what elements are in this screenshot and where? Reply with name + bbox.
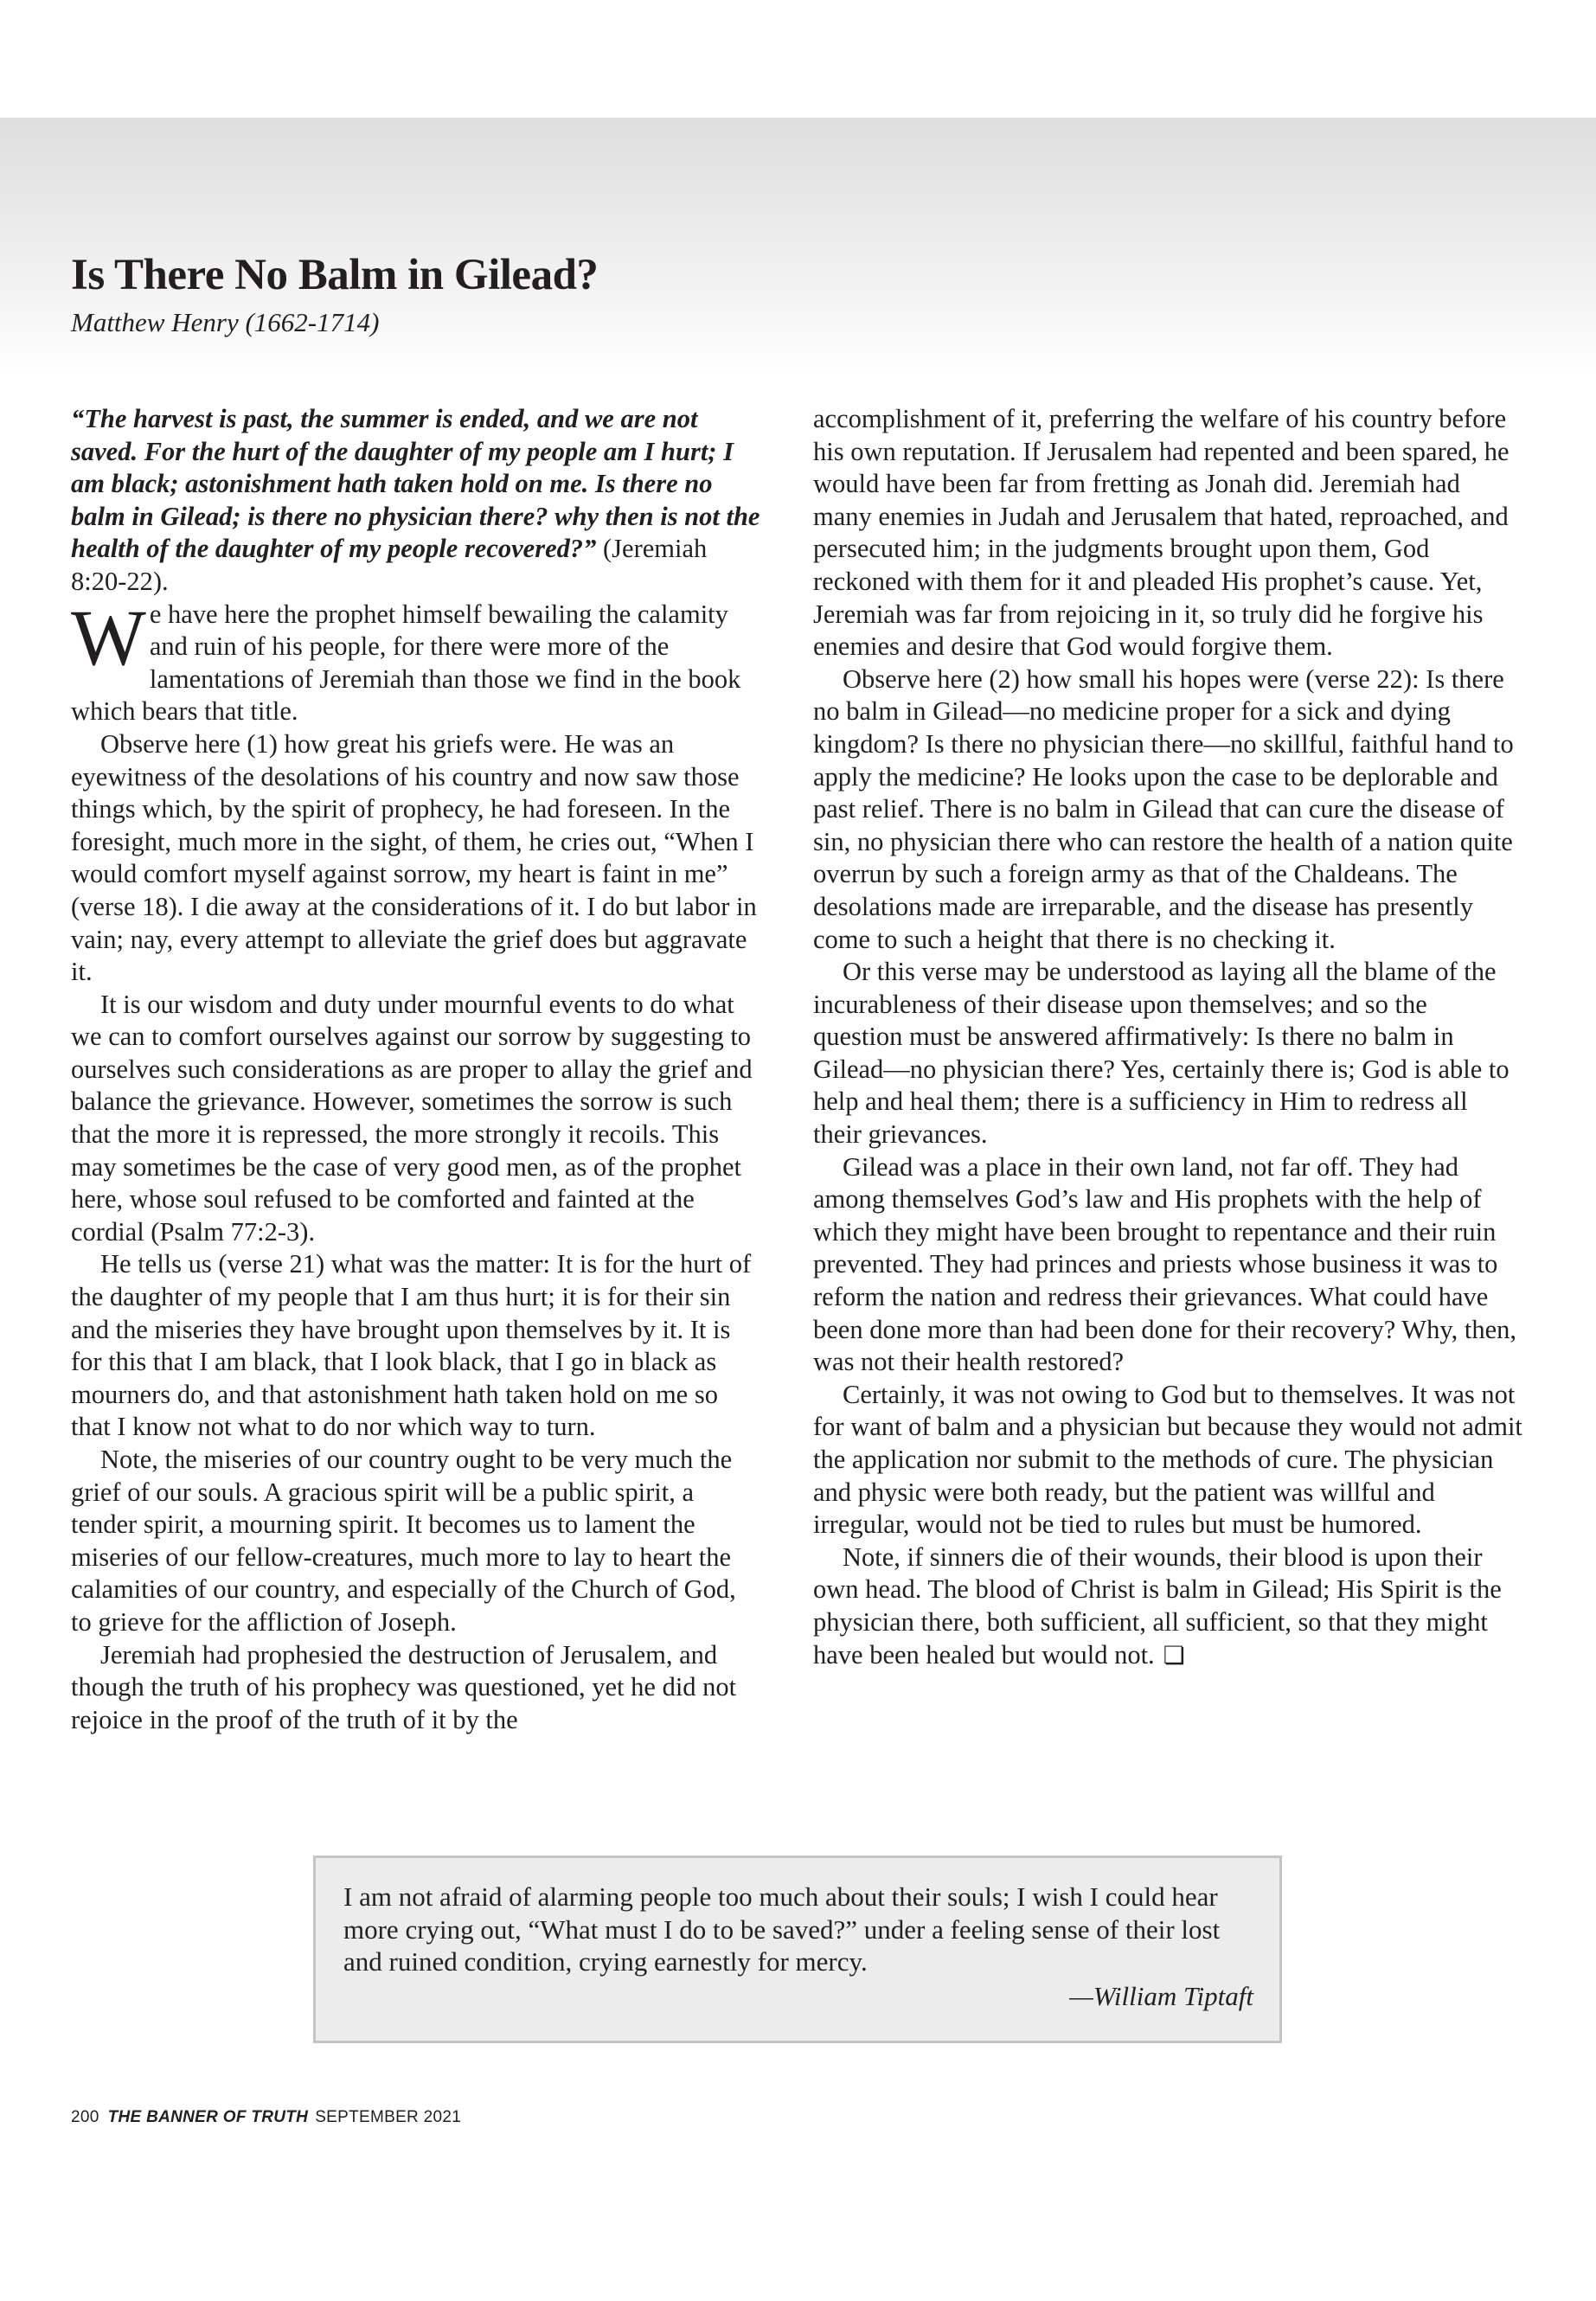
page-number: 200 [71,2108,99,2126]
paragraph: Or this verse may be understood as laying all the blame of the incurableness of their disease upon themselves; and so the question must be answered affirmatively: Is there no balm in Gilead—no physician there? Yes, certainly there is; God is able to help and heal them; there is a sufficiency in Him to redress all their grievances. [813,957,1509,1150]
paragraph: accomplishment of it, preferring the welfare of his country before his own reputation. If Jerusalem had repented and been spared, he would have been far from fretting as Jonah did. Jeremiah had many enemies in Judah and Jerusalem that hated, reproached, and persecuted him; in the judgments brought upon them, God reckoned with them for it and pleaded His prophet’s cause. Yet, Jeremiah was far from rejoicing in it, so truly did he forgive his enemies and desire that God would forgive them. [813,404,1509,662]
pull-quote-text: I am not afraid of alarming people too much about their souls; I wish I could hear more crying out, “What must I do to be saved?” under a feeling sense of their lost and ruined condition, crying earnestly for mercy. [343,1881,1221,1977]
epigraph [71,403,763,599]
right-column [813,403,1522,1671]
paragraph: It is our wisdom and duty under mournful events to do what we can to comfort ourselves against our sorrow by suggesting to ourselves such considerations as are proper to allay the grief and balance the grievance. However, sometimes the sorrow is such that the more it is repressed, the more strongly it recoils. This may sometimes be the case of very good men, as of the prophet here, whose soul refused to be comforted and fainted at the cordial (Psalm 77:2-3). [71,989,753,1247]
paragraph-text: e have here the prophet himself bewailing the calamity and ruin of his people, for there were more of the lamentations of Jeremiah than those we find in the book which bears that title. [71,599,741,727]
pull-quote-box [313,1856,1282,2043]
epigraph-reference: (Jeremiah 8:20-22). [71,534,708,596]
paragraph: Gilead was a place in their own land, not far off. They had among themselves God’s law and His prophets with the help of which they might have been brought to repentance and their ruin prevented. They had princes and priests whose business it was to reform the nation and redress their grievances. What could have been done more than had been done for their recovery? Why, then, was not their health restored? [813,1151,1517,1377]
magazine-name: THE BANNER OF TRUTH [107,2108,309,2126]
pull-quote-attribution: —William Tiptaft [1069,1980,1253,2011]
paragraph-text: Note, if sinners die of their wounds, their blood is upon their own head. The blood of Christ is balm in Gilead; His Spirit is the physician there, both sufficient, all sufficient, so that they might have been healed but would not. [813,1541,1502,1670]
paragraph [71,593,763,728]
paragraph: Observe here (1) how great his griefs were. He was an eyewitness of the desolations of his country and now saw those things which, by the spirit of prophecy, he had foreseen. In the foresight, much more in the sight, of them, he cries out, “When I would comfort myself against sorrow, my heart is faint in me” (verse 18). I die away at the considerations of it. I do but labor in vain; nay, every attempt to alleviate the grief does but aggravate it. [71,728,757,987]
paragraph: Observe here (2) how small his hopes were (verse 22): Is there no balm in Gilead—no medicine proper for a sick and dying kingdom? Is there no physician there—no skillful, faithful hand to apply the medicine? He looks upon the case to be deplorable and past relief. There is no balm in Gilead that can cure the disease of sin, no physician there who can restore the health of a nation quite overrun by such a foreign army as that of the Chaldeans. The desolations made are irreparable, and the disease has presently come to such a height that there is no checking it. [813,663,1514,954]
paragraph: Note, the miseries of our country ought to be very much the grief of our souls. A gracious spirit will be a public spirit, a tender spirit, a mourning spirit. It becomes us to lament the miseries of our fellow-creatures, much more to lay to heart the calamities of our country, and especially of the Church of God, to grieve for the affliction of Joseph. [71,1445,736,1637]
paragraph: Certainly, it was not owing to God but to themselves. It was not for want of balm and a physician but because they would not admit the application nor submit to the methods of cure. The physician and physic were both ready, but the patient was willful and irregular, would not be tied to rules but must be humored. [813,1379,1522,1540]
drop-cap: W [71,593,146,682]
end-mark-icon: ❏ [1163,1640,1185,1670]
article-title: Is There No Balm in Gilead? [71,251,599,299]
header-band [0,118,1596,377]
epigraph-quote: “The harvest is past, the summer is ended, and we are not saved. For the hurt of the daughter of my people am I hurt; I am black; astonishment hath taken hold on me. Is there no balm in Gilead; is there no physician there? why then is not the health of the daughter of my people recovered?” [71,404,760,564]
article-author: Matthew Henry (1662-1714) [71,307,380,337]
issue-date: SEPTEMBER 2021 [315,2108,462,2126]
left-column [71,403,763,1736]
paragraph: Jeremiah had prophesied the destruction of Jerusalem, and though the truth of his prophecy was questioned, yet he did not rejoice in the proof of the truth of it by the [71,1639,737,1734]
paragraph: He tells us (verse 21) what was the matter: It is for the hurt of the daughter of my people that I am thus hurt; it is for their sin and the miseries they have brought upon themselves by it. It is for this that I am black, that I look black, that I go in black as mourners do, and that astonishment hath taken hold on me so that I know not what to do nor which way to turn. [71,1249,752,1442]
page-footer [71,2108,461,2127]
paragraph [813,1541,1522,1671]
